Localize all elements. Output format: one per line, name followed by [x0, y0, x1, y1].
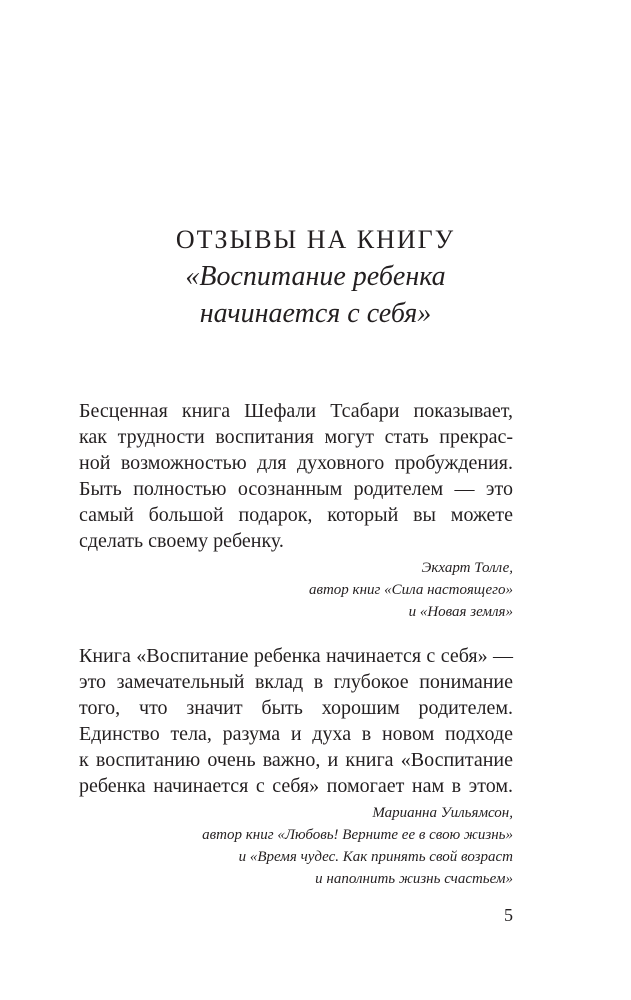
attribution-author: Экхарт Толле,	[421, 560, 513, 576]
title-line-book-name-2: начинается с себя»	[199, 298, 432, 329]
attribution-line: и «Время чудес. Как принять свой возраст	[238, 849, 513, 865]
attribution-line: автор книг «Сила настоящего»	[308, 582, 513, 598]
review-text	[79, 398, 513, 554]
title-line-caps: ОТЗЫВЫ НА КНИГУ	[175, 225, 456, 254]
page-number: 5	[504, 905, 513, 925]
page-title	[60, 222, 571, 332]
review-text	[79, 643, 513, 799]
review-line: Книга «Воспитание ребенка начинается с себя» —	[79, 645, 513, 667]
review-line: к воспитанию очень важно, и книга «Воспитание	[79, 749, 513, 771]
review-line: ной возможностью для духовного пробуждения.	[79, 452, 513, 474]
review-attribution	[79, 557, 513, 623]
attribution-line: и наполнить жизнь счастьем»	[315, 871, 513, 887]
attribution-author: Марианна Уильямсон,	[372, 805, 513, 821]
attribution-line: автор книг «Любовь! Верните ее в свою жизнь»	[202, 827, 513, 843]
review-line: это замечательный вклад в глубокое понимание	[79, 671, 513, 693]
review-line: ребенка начинается с себя» помогает нам в этом.	[79, 775, 513, 797]
review-tolle	[79, 398, 513, 623]
review-line: того, что значит быть хорошим родителем.	[79, 697, 513, 719]
attribution-line: и «Новая земля»	[408, 604, 513, 620]
review-line: Бесценная книга Шефали Тсабари показывает,	[79, 400, 513, 422]
review-attribution	[79, 802, 513, 890]
review-line: самый большой подарок, который вы можете	[79, 504, 513, 526]
title-line-book-name-1: «Воспитание ребенка	[185, 261, 446, 292]
review-line: сделать своему ребенку.	[79, 530, 284, 552]
review-line: Быть полностью осознанным родителем — это	[79, 478, 513, 500]
review-line: как трудности воспитания могут стать прекрас-	[79, 426, 513, 448]
review-line: Единство тела, разума и духа в новом подходе	[79, 723, 513, 745]
review-williamson	[79, 643, 513, 890]
